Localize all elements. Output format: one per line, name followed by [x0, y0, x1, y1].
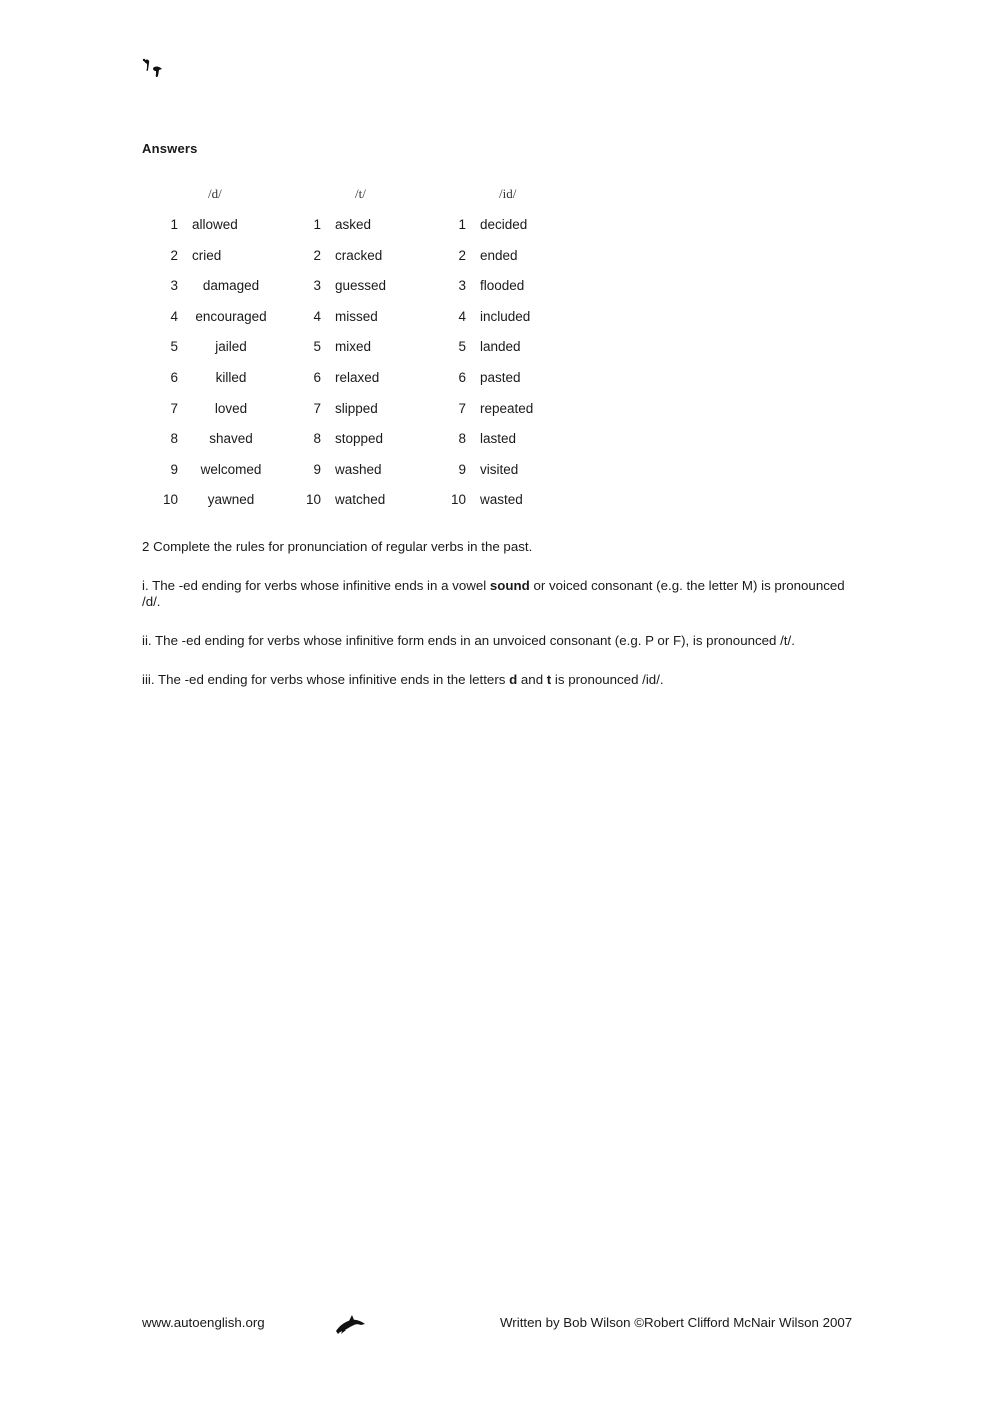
- answer-word: pasted: [480, 370, 521, 385]
- answer-number: 8: [170, 431, 178, 446]
- answer-number: 6: [458, 370, 466, 385]
- answer-number: 2: [458, 248, 466, 263]
- rule-1-bold-sound: sound: [489, 578, 530, 593]
- answer-number: 4: [313, 309, 321, 324]
- column-header-t: /t/: [355, 186, 366, 201]
- answer-number: 4: [458, 309, 466, 324]
- rule-3: [142, 672, 862, 688]
- answer-word: cried: [192, 248, 222, 263]
- answer-word: included: [480, 309, 531, 324]
- answer-word: missed: [335, 309, 378, 324]
- answer-number: 9: [458, 462, 466, 477]
- dolphin-logo-icon: [141, 56, 167, 80]
- answer-word: guessed: [335, 278, 387, 293]
- instructions: 2 Complete the rules for pronunciation of regular verbs in the past.: [142, 539, 533, 554]
- answer-number: 7: [458, 401, 466, 416]
- answer-word: stopped: [335, 431, 384, 446]
- answer-word: welcomed: [200, 462, 262, 477]
- answer-number: 1: [313, 217, 321, 232]
- answer-number: 5: [170, 339, 178, 354]
- answer-number: 7: [170, 401, 178, 416]
- footer-website: www.autoenglish.org: [142, 1315, 265, 1330]
- answer-word: allowed: [192, 217, 238, 232]
- answer-word: mixed: [335, 339, 372, 354]
- answer-number: 3: [170, 278, 178, 293]
- page-heading: Answers: [142, 141, 198, 156]
- answer-number: 10: [305, 492, 321, 507]
- answer-word: flooded: [480, 278, 525, 293]
- answer-number: 8: [313, 431, 321, 446]
- answer-number: 1: [458, 217, 466, 232]
- answer-number: 3: [313, 278, 321, 293]
- answer-number: 2: [313, 248, 321, 263]
- answer-word: relaxed: [335, 370, 380, 385]
- answer-number: 6: [170, 370, 178, 385]
- answer-number: 6: [313, 370, 321, 385]
- rule-1-text-after: or voiced consonant (e.g. the letter M) is pronounced /d/.: [142, 578, 845, 609]
- answer-number: 2: [170, 248, 178, 263]
- answer-number: 8: [458, 431, 466, 446]
- answer-word: wasted: [480, 492, 523, 507]
- answer-number: 5: [313, 339, 321, 354]
- rule-3-bold-t: t: [546, 672, 552, 687]
- answer-number: 4: [170, 309, 178, 324]
- answer-word: encouraged: [195, 309, 267, 324]
- answer-word: yawned: [207, 492, 255, 507]
- answer-word: loved: [214, 401, 248, 416]
- dolphin-footer-icon: [334, 1313, 366, 1335]
- column-header-id: /id/: [499, 186, 517, 201]
- rule-3-text-after: is pronounced /id/.: [551, 672, 664, 687]
- answer-word: jailed: [215, 339, 247, 354]
- answer-number: 10: [450, 492, 466, 507]
- rule-1: [142, 578, 862, 610]
- answer-number: 7: [313, 401, 321, 416]
- answer-word: watched: [335, 492, 386, 507]
- answer-number: 5: [458, 339, 466, 354]
- answer-word: repeated: [480, 401, 534, 416]
- answer-word: asked: [335, 217, 372, 232]
- answer-word: landed: [480, 339, 521, 354]
- answer-word: ended: [480, 248, 518, 263]
- answer-word: decided: [480, 217, 528, 232]
- answer-word: washed: [335, 462, 382, 477]
- answer-word: cracked: [335, 248, 383, 263]
- rule-3-bold-d: d: [509, 672, 518, 687]
- rule-1-text-before: i. The -ed ending for verbs whose infinitive ends in a vowel: [142, 578, 490, 593]
- answer-number: 3: [458, 278, 466, 293]
- answer-word: slipped: [335, 401, 378, 416]
- column-header-d: /d/: [208, 186, 222, 201]
- answer-number: 10: [162, 492, 178, 507]
- footer-credit: Written by Bob Wilson ©Robert Clifford McNair Wilson 2007: [500, 1315, 853, 1330]
- answer-word: shaved: [209, 431, 253, 446]
- answer-word: lasted: [480, 431, 517, 446]
- answer-word: damaged: [202, 278, 260, 293]
- answer-word: killed: [215, 370, 247, 385]
- rule-3-text-before: iii. The -ed ending for verbs whose infinitive ends in the letters: [142, 672, 510, 687]
- rule-2: ii. The -ed ending for verbs whose infinitive form ends in an unvoiced consonant (e.g. P or F), is pronounced /t/.: [142, 633, 795, 648]
- answer-number: 9: [170, 462, 178, 477]
- answer-word: visited: [480, 462, 519, 477]
- answer-number: 1: [170, 217, 178, 232]
- rule-3-text-middle: and: [517, 672, 547, 687]
- answer-number: 9: [313, 462, 321, 477]
